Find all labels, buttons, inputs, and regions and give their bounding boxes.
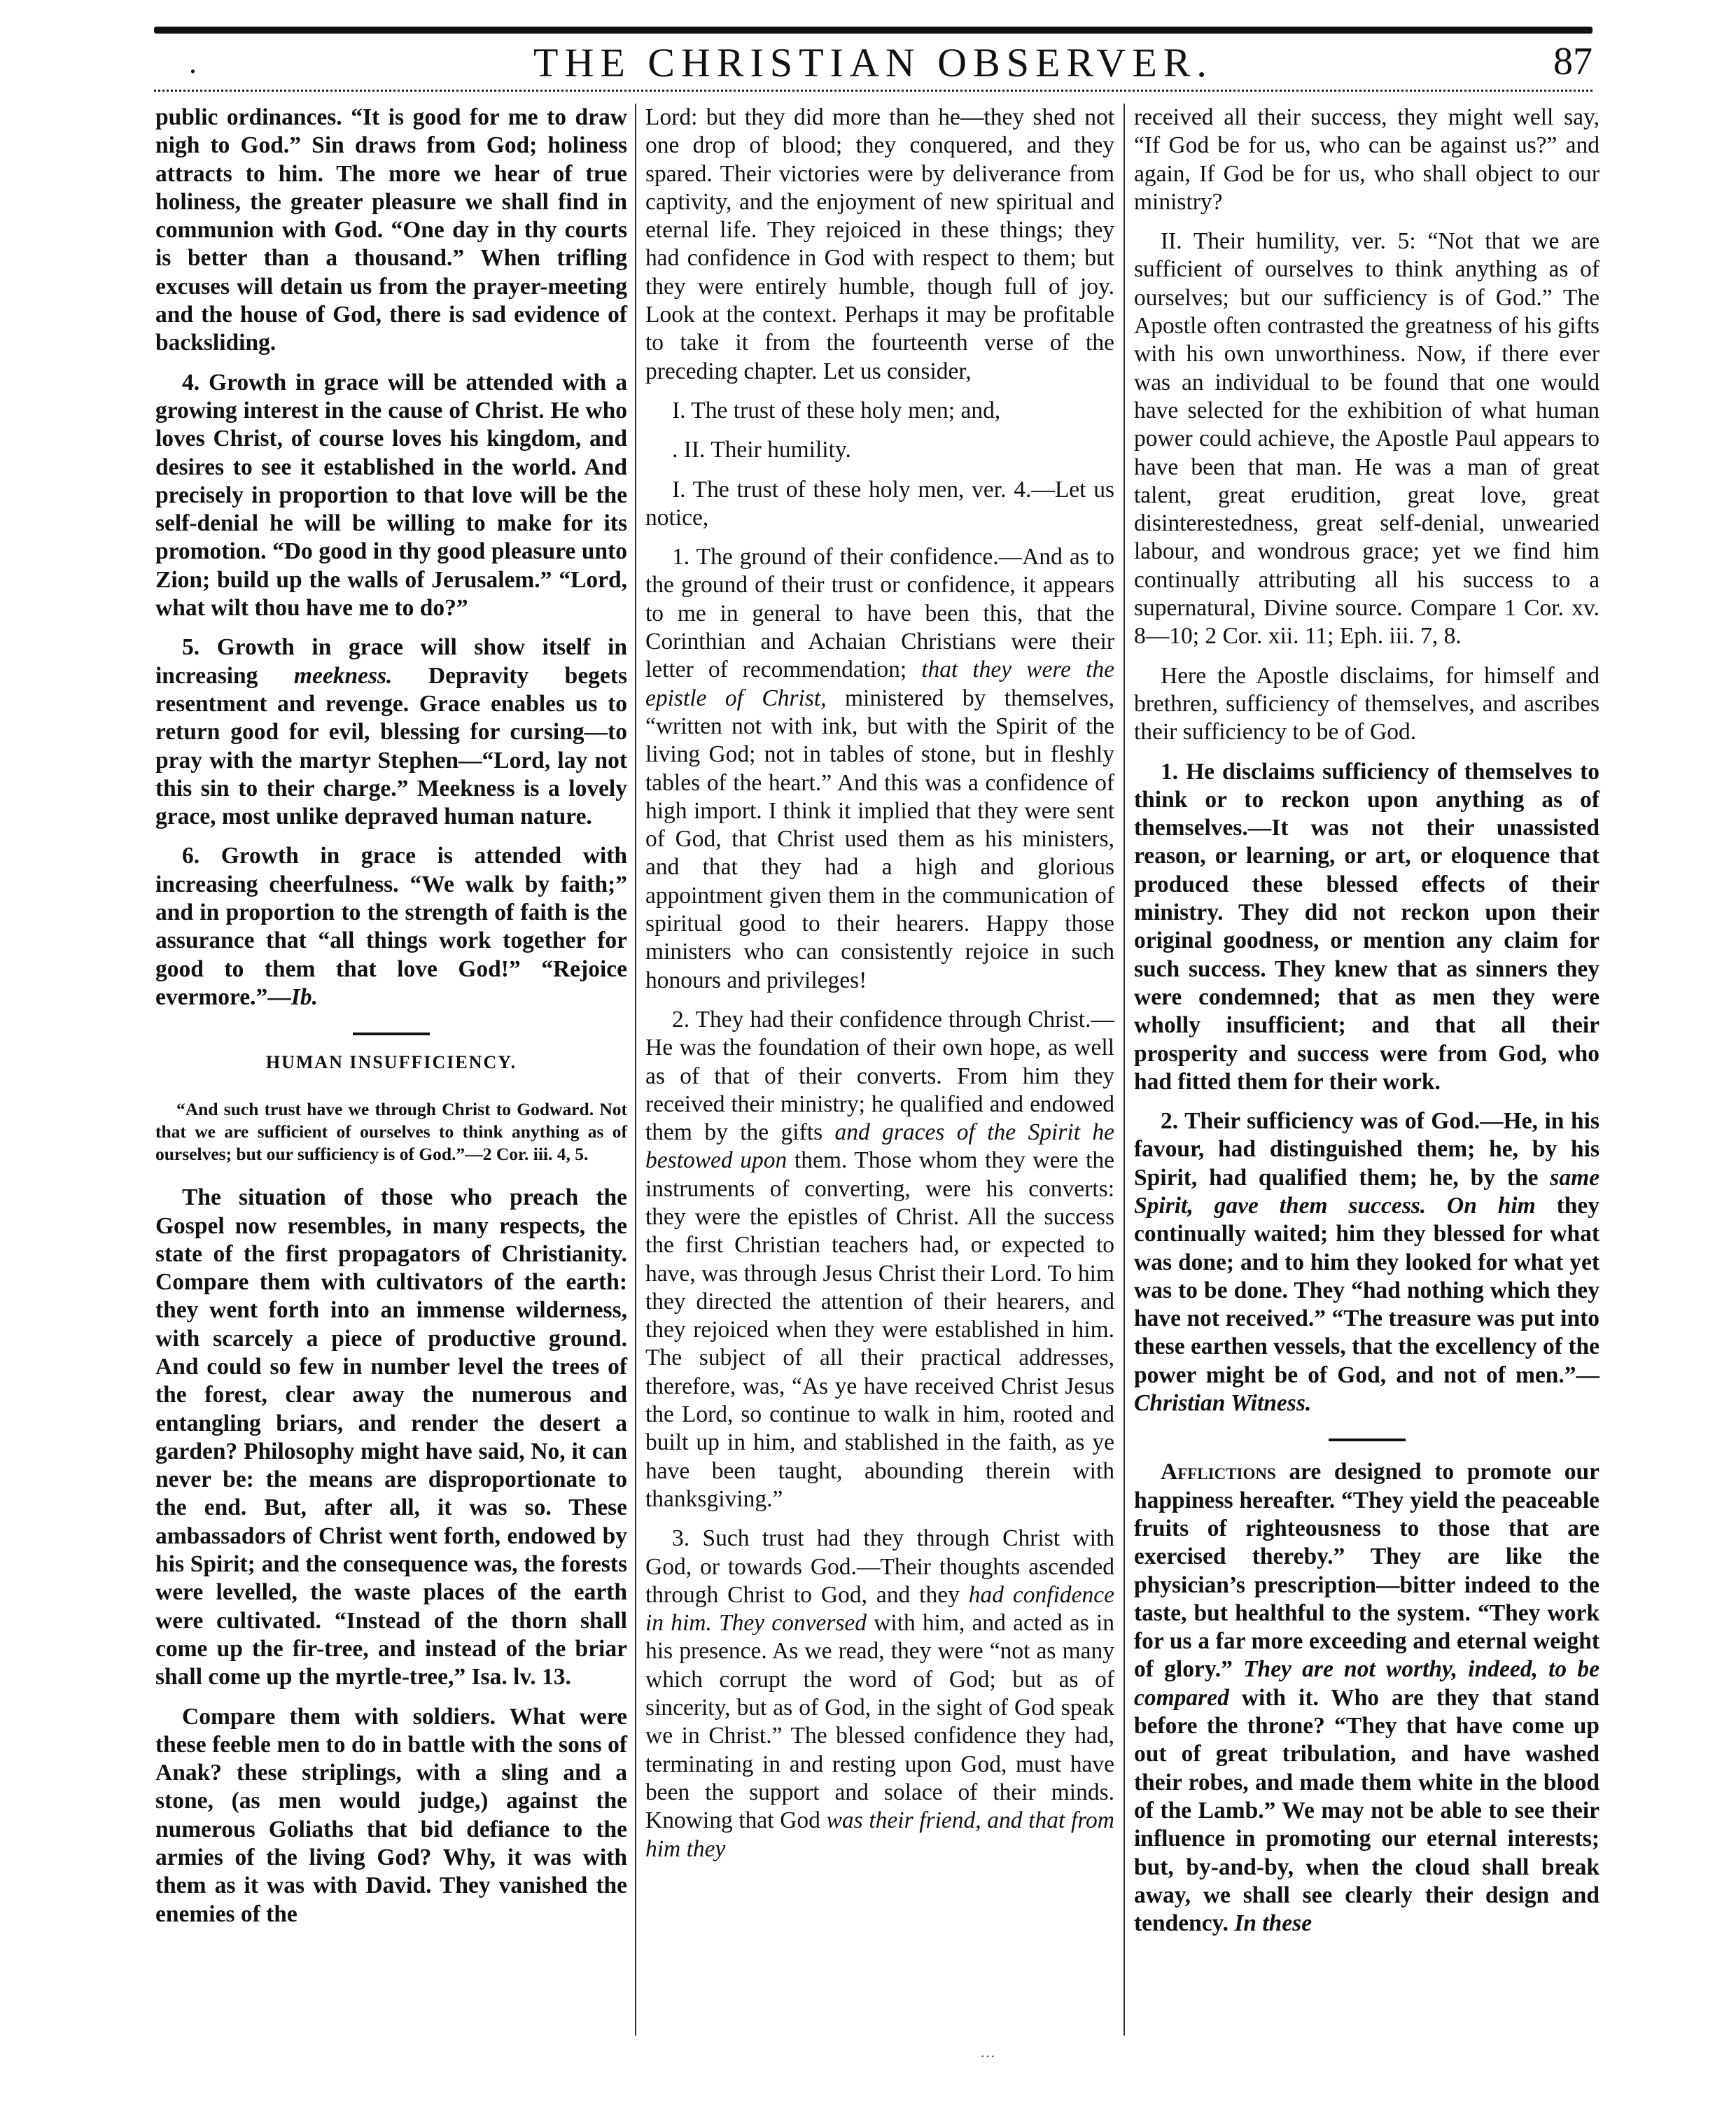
paragraph: Compare them with soldiers. What were these feeble men to do in battle with the sons of Anak? these striplings, with a sling and a stone, (as men would judge,) against the numerous Goliaths that bid defiance to the armies of the living God? Why, it was with them as it was with David. They vanished the enemies of the — [155, 1703, 627, 1927]
paragraph: II. Their humility, ver. 5: “Not that we are sufficient of ourselves to think anything as of ourselves; but our sufficiency is of God.” The Apostle often contrasted the greatness of his gifts with his own unworthiness. Now, if there ever was an individual to be found that one would have selected for the exhibition of what human power could achieve, the Apostle Paul appears to have been that man. He was a man of great talent, great erudition, great love, great disinterestedness, great self-denial, unwearied labour, and wondrous grace; yet we find him continually attributing all his success to a supernatural, Divine source. Compare 1 Cor. xv. 8—10; 2 Cor. xii. 11; Eph. iii. 7, 8. — [1134, 228, 1600, 650]
column-3 — [1134, 104, 1600, 1949]
paragraph: 2. They had their confidence through Christ.—He was the foundation of their own hope, as well as of that of their converts. From him they received their ministry; he qualified and endowed them by the gifts and graces of the Spirit he bestowed upon them. Those whom they were the instruments of converting, were his converts: they were the epistles of Christ. All the success the first Christian teachers had, or expected to have, was through Jesus Christ their Lord. To him they directed the attention of their hearers, and they rejoiced when they were established in him. The subject of all their practical addresses, therefore, was, “As ye have received Christ Jesus the Lord, so continue to walk in him, rooted and built up in him, and stablished in the faith, as ye have been taught, abounding therein with thanksgiving.” — [645, 1006, 1115, 1512]
paragraph: public ordinances. “It is good for me to draw nigh to God.” Sin draws from God; holiness attracts to him. The more we hear of true holiness, the greater pleasure we shall find in communion with God. “One day in thy courts is better than a thousand.” When trifling excuses will detain us from the prayer-meeting and the house of God, there is sad evidence of backsliding. — [155, 104, 627, 356]
section-rule — [1329, 1438, 1406, 1441]
paragraph: I. The trust of these holy men; and, — [672, 397, 1001, 424]
paragraph: 5. Growth in grace will show itself in increasing meekness. Depravity begets resentment and revenge. Grace enables us to return good for evil, blessing for cursing—to pray with the martyr Stephen—“Lord, lay not this sin to their charge.” Meekness is a lovely grace, most unlike depraved human nature. — [155, 634, 627, 830]
epigraph: “And such trust have we through Christ to Godward. Not that we are sufficient of ourselves to think anything as of ourselves; but our sufficiency is of God.”—2 Cor. iii. 4, 5. — [155, 1099, 627, 1165]
paragraph: received all their success, they might well say, “If God be for us, who can be against us?” and again, If God be for us, who shall object to our ministry? — [1134, 104, 1600, 215]
paragraph: 2. Their sufficiency was of God.—He, in his favour, had distinguished them; he, by his Spirit, had qualified them; he, by the same Spirit, gave them success. On him they continually waited; him they blessed for what was done; and to him they looked for what yet was to be done. They “had nothing which they have not received.” “The treasure was put into these earthen vessels, that the excellency of the power might be of God, and not of men.”—Christian Witness. — [1134, 1108, 1600, 1417]
paragraph: 1. He disclaims sufficiency of themselves to think or to reckon upon anything as of themselves.—It was not their unassisted reason, or learning, or art, or eloquence that produced these blessed effects of their ministry. They did not reckon upon their original goodness, or mention any claim for such success. They knew that as sinners they were condemned; that as men they were wholly insufficient; and that all their prosperity and success were from God, who had fitted them for their work. — [1134, 758, 1600, 1095]
journal-title: THE CHRISTIAN OBSERVER. — [533, 40, 1213, 85]
page-header — [154, 39, 1592, 90]
section-rule — [353, 1032, 430, 1035]
paragraph: 3. Such trust had they through Christ with God, or towards God.—Their thoughts ascended through Christ to God, and they had confidence in him. They conversed with him, and acted as in his presence. As we read, they were “not as many which corrupt the word of God; but as of sincerity, but as of God, in the sight of God speak we in Christ.” The blessed confidence they had, terminating in and resting upon God, must have been the support and solace of their minds. Knowing that God was their friend, and that from him they — [645, 1525, 1115, 1862]
column-divider-1 — [635, 104, 636, 2036]
column-divider-2 — [1124, 104, 1125, 2036]
header-wavy-rule — [154, 90, 1592, 99]
paragraph: 6. Growth in grace is attended with increasing cheerfulness. “We walk by faith;” and in proportion to the strength of faith is the assurance that “all things work together for good to them that love God!” “Rejoice evermore.”—Ib. — [155, 843, 627, 1010]
page-number: 87 — [1553, 40, 1592, 83]
paragraph: The situation of those who preach the Gospel now resembles, in many respects, the state of the first propagators of Christianity. Compare them with cultivators of the earth: they went forth into an immense wilderness, with scarcely a piece of productive ground. And could so few in number level the trees of the forest, clear away the numerous and entangling briars, and render the desert a garden? Philosophy might have said, No, it can never be: the means are disproportionate to the end. But, after all, it was so. These ambassadors of Christ went forth, endowed by his Spirit; and the consequence was, the forests were levelled, the waste places of the earth were cultivated. “Instead of the thorn shall come up the fir-tree, and instead of the briar shall come up the myrtle-tree,” Isa. lv. 13. — [155, 1184, 627, 1690]
column-2 — [645, 104, 1114, 1875]
column-1 — [155, 104, 627, 1940]
paragraph: 1. The ground of their confidence.—And as to the ground of their trust or confidence, it appears to me in general to have been this, that the Corinthian and Achaian Christians were their letter of recommendation; that they were the epistle of Christ, ministered by themselves, “written not with ink, but with the Spirit of the living God; not in tables of stone, but in fleshly tables of the heart.” And this was a confidence of high import. I think it implied that they were sent of God, that Christ used them as his ministers, and that they had a high and glorious appointment given them in the communication of spiritual good to their hearers. Happy those ministers who can consistently rejoice in such honours and privileges! — [645, 544, 1115, 993]
paragraph: I. The trust of these holy men, ver. 4.—Let us notice, — [645, 476, 1114, 531]
paragraph: . II. Their humility. — [672, 437, 851, 463]
footer-mark: ··· — [980, 2047, 995, 2065]
paragraph: Lord: but they did more than he—they shed not one drop of blood; they conquered, and they spared. Their victories were by deliverance from captivity, and the enjoyment of new spiritual and eternal life. They rejoiced in these things; they had confidence in God with respect to them; but they were entirely humble, though full of joy. Look at the context. Perhaps it may be profitable to take it from the fourteenth verse of the preceding chapter. Let us consider, — [645, 104, 1114, 384]
header-top-rule — [154, 27, 1592, 34]
paragraph: 4. Growth in grace will be attended with a growing interest in the cause of Christ. He who loves Christ, of course loves his kingdom, and desires to see it established in the world. And precisely in proportion to that love will be the self-denial he will be willing to make for its promotion. “Do good in thy good pleasure unto Zion; build up the walls of Jerusalem.” “Lord, what wilt thou have me to do?” — [155, 369, 627, 622]
paragraph: Afflictions are designed to promote our happiness hereafter. “They yield the peaceable fruits of righteousness to those that are exercised thereby.” They are like the physician’s prescription—bitter indeed to the taste, but healthful to the system. “They work for us a far more exceeding and eternal weight of glory.” They are not worthy, indeed, to be compared with it. Who are they that stand before the throne? “They that have come up out of great tribulation, and have washed their robes, and made them white in the blood of the Lamb.” We may not be able to see their influence in promoting our eternal interests; but, by-and-by, when the cloud shall break away, we shall see clearly their design and tendency. In these — [1134, 1459, 1600, 1937]
header-dot: . — [189, 46, 197, 80]
paragraph: Here the Apostle disclaims, for himself and brethren, sufficiency of themselves, and ascribes their sufficiency to be of God. — [1134, 662, 1600, 746]
section-heading: HUMAN INSUFFICIENCY. — [265, 1052, 517, 1073]
